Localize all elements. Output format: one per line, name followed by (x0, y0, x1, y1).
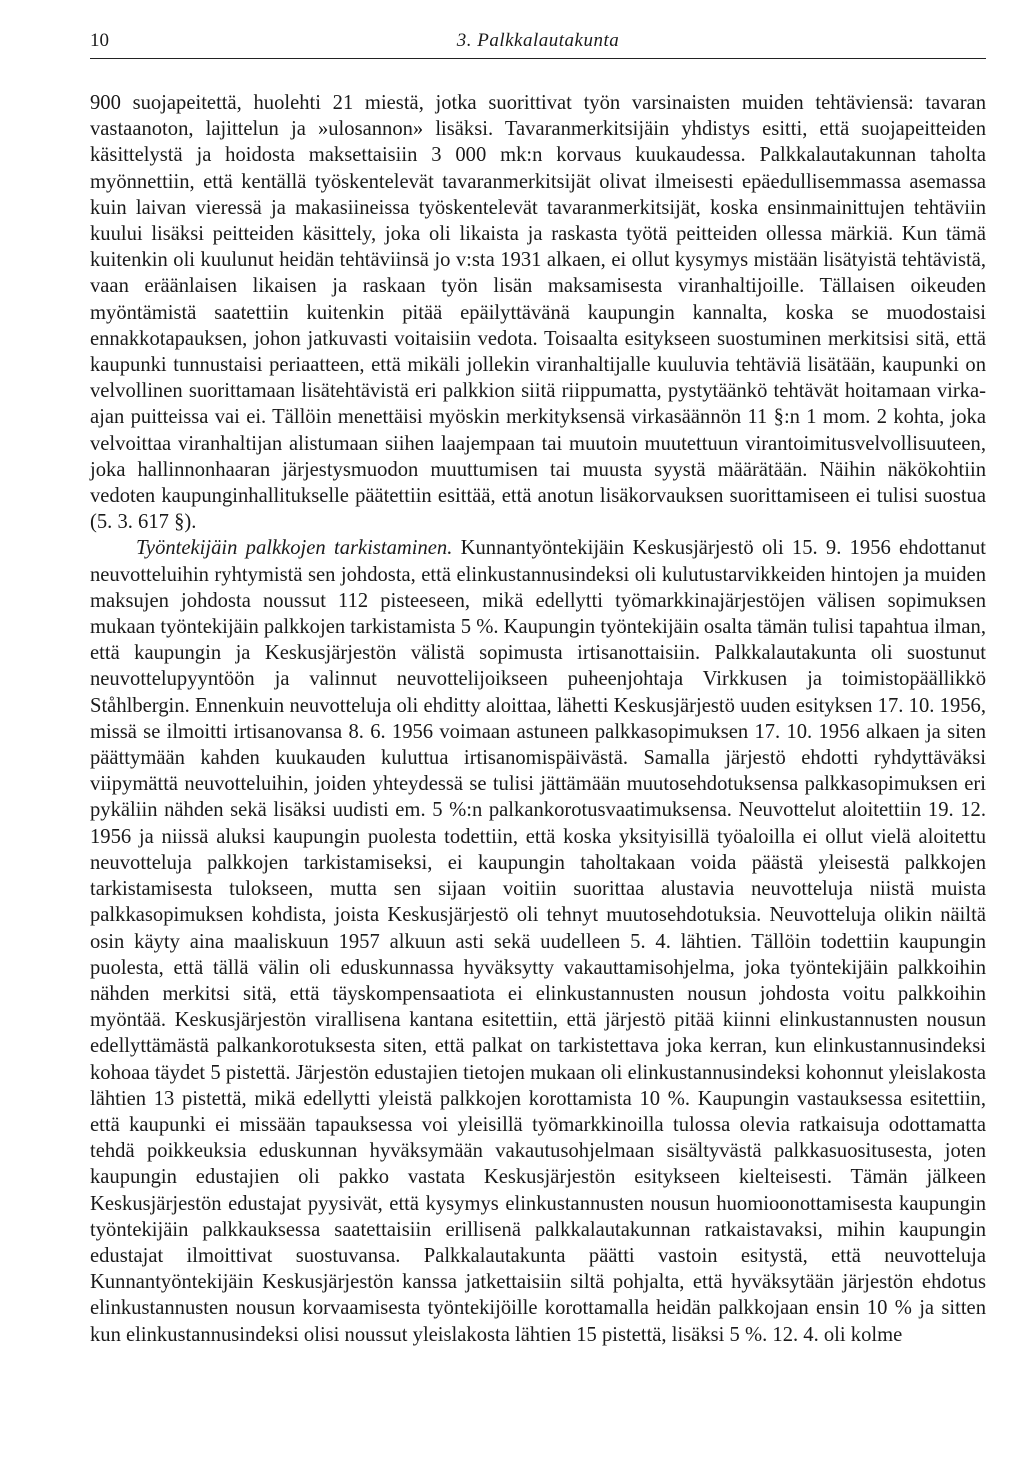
paragraph-text: 900 suojapeitettä, huolehti 21 miestä, jotka suorittivat työn varsinaisten muiden tehtäviensä: tavaran vastaanoton, lajittelun ja »ulosannon» lisäksi. Tavaranmerkitsijäin yhdistys esitti, että suojapeitteiden käsittelystä ja hoidosta maksettaisiin 3 000 mk:n korvaus kuukaudessa. Palkkalautakunnan taholta myönnettiin, että kentällä työskentelevät tavaranmerkitsijät olivat ilmeisesti epäedullisemmassa asemassa kuin laivan vieressä ja makasiineissa työskentelevät tavaranmerkitsijät, koska ensinmainittujen tehtäviin kuului lisäksi peitteiden käsittely, joka oli likaista ja raskasta työtä peitteiden ollessa märkiä. Kun tämä kuitenkin oli kuulunut heidän tehtäviinsä jo v:sta 1931 alkaen, ei ollut kysymys mistään lisätyistä tehtävistä, vaan eräänlaisen likaisen ja raskaan työn lisän maksamisesta viranhaltijoille. Tällaisen oikeuden myöntämistä saatettiin kuitenkin pitää epäilyttävänä kaupungin kannalta, koska se muodostaisi ennakkotapauksen, johon jatkuvasti voitaisiin vedota. Toisaalta esitykseen suostuminen merkitsisi sitä, että kaupunki tunnustaisi periaatteen, että mikäli jollekin viranhaltijalle kuuluvia tehtäviä lisätään, kaupunki on velvollinen suorittamaan lisätehtävistä eri palkkion siitä riippumatta, pystytäänkö tehtävät hoitamaan virka-ajan puitteissa vai ei. Tällöin menettäisi myöskin merkityksensä virkasäännön 11 §:n 1 mom. 2 kohta, joka velvoittaa viranhaltijan alistumaan siihen laajempaan tai muutoin muutettuun virantoimitusvelvollisuuteen, joka hallinnonhaaran järjestysmuodon muuttumisen tai muusta syystä määrätään. Näihin näkökohtiin vedoten kaupunginhallitukselle päätettiin esittää, että anotun lisäkorvauksen suorittamiseen ei tulisi suostua (5. 3. 617 §). (90, 92, 986, 534)
body-text (90, 90, 986, 1348)
section-title: 3. Palkkalautakunta (456, 30, 620, 51)
paragraph-text: Kunnantyöntekijäin Keskusjärjestö oli 15. 9. 1956 ehdottanut neuvotteluihin ryhtymistä sen johdosta, että elinkustannusindeksi oli kulutustarvikkeiden hintojen ja muiden maksujen johdosta noussut 112 pisteeseen, mikä edellytti työmarkkinajärjestöjen välisen sopimuksen mukaan työntekijäin palkkojen tarkistamista 5 %. Kaupungin työntekijäin osalta tämän tulisi tapahtua ilman, että kaupungin ja Keskusjärjestön välistä sopimusta irtisanottaisiin. Palkkalautakunta oli suostunut neuvottelupyyntöön ja valinnut neuvottelijoikseen puheenjohtaja Virkkusen ja toimistopäällikkö Ståhlbergin. Ennenkuin neuvotteluja oli ehditty aloittaa, lähetti Keskusjärjestö uuden esityksen 17. 10. 1956, missä se ilmoitti irtisanovansa 8. 6. 1956 voimaan astuneen palkkasopimuksen 17. 10. 1956 alkaen ja siten päättymään kahden kuukauden kuluttua irtisanomispäivästä. Samalla järjestö ehdotti ryhdyttäväksi viipymättä neuvotteluihin, joiden yhteydessä se tulisi jättämään muutosehdotuksensa palkkasopimuksen eri pykäliin nähden sekä lisäksi uudisti em. 5 %:n palkankorotusvaatimuksensa. Neuvottelut aloitettiin 19. 12. 1956 ja niissä aluksi kaupungin puolesta todettiin, että koska yksityisillä työaloilla ei ollut vielä aloitettu neuvotteluja palkkojen tarkistamiseksi, ei kaupungin taholtakaan voida päästä yleisestä palkkojen tarkistamisesta tulokseen, mutta sen sijaan voitiin suorittaa alustavia neuvotteluja niistä muista palkkasopimuksen kohdista, joista Keskusjärjestö oli tehnyt muutosehdotuksia. Neuvotteluja olikin näiltä osin käyty aina maaliskuun 1957 alkuun asti sekä uudelleen 5. 4. lähtien. Tällöin todettiin kaupungin puolesta, että tällä välin oli eduskunnassa hyväksytty vakauttamisohjelma, joka työntekijäin palkkoihin nähden merkitsi sitä, että täyskompensaatiota ei elinkustannusten nousun johdosta voitu palkkoihin myöntää. Keskusjärjestön virallisena kantana esitettiin, että järjestö pitää kiinni elinkustannusten nousun edellyttämästä palkankorotuksesta siten, että palkat on tarkistettava joka kerran, kun elinkustannusindeksi kohoaa täydet 5 pistettä. Järjestön edustajien tietojen mukaan oli elinkustannusindeksi kohonnut yleislakosta lähtien 13 pistettä, mikä edellytti yleistä palkkojen korottamista 10 %. Kaupungin vastauksessa esitettiin, että kaupunki ei missään tapauksessa voi yleisillä työmarkkinoilla tulossa olevia ratkaisuja odottamatta tehdä poikkeuksia eduskunnan hyväksymään vakautusohjelmaan sisältyvästä palkkasuositusesta, joten kaupungin edustajien oli pakko vastata Keskusjärjestön esitykseen kielteisesti. Tämän jälkeen Keskusjärjestön edustajat pyysivät, että kysymys elinkustannusten nousun huomioonottamisesta kaupungin työntekijäin palkkauksessa saatettaisiin erillisenä palkkalautakunnan ratkaistavaksi, mihin kaupungin edustajat ilmoittivat suostuvansa. Palkkalautakunta päätti vastoin esitystä, että neuvotteluja Kunnantyöntekijäin Keskusjärjestön kanssa jatkettaisiin siltä pohjalta, että hyväksytään järjestön ehdotus elinkustannusten nousun korvaamisesta työntekijöille korottamalla heidän palkkojaan ensin 10 % ja sitten kun elinkustannusindeksi olisi noussut yleislakosta lähtien 15 pistettä, lisäksi 5 %. 12. 4. oli kolme (90, 537, 986, 1346)
paragraph-subheading: Työntekijäin palkkojen tarkistaminen. (136, 537, 453, 560)
paragraph-suojapeitteet (90, 90, 986, 535)
header-rule (90, 58, 986, 59)
paragraph-palkkojen-tarkistaminen (90, 535, 986, 1347)
running-header (90, 22, 986, 54)
document-page (90, 22, 986, 1348)
page-number: 10 (90, 30, 109, 51)
